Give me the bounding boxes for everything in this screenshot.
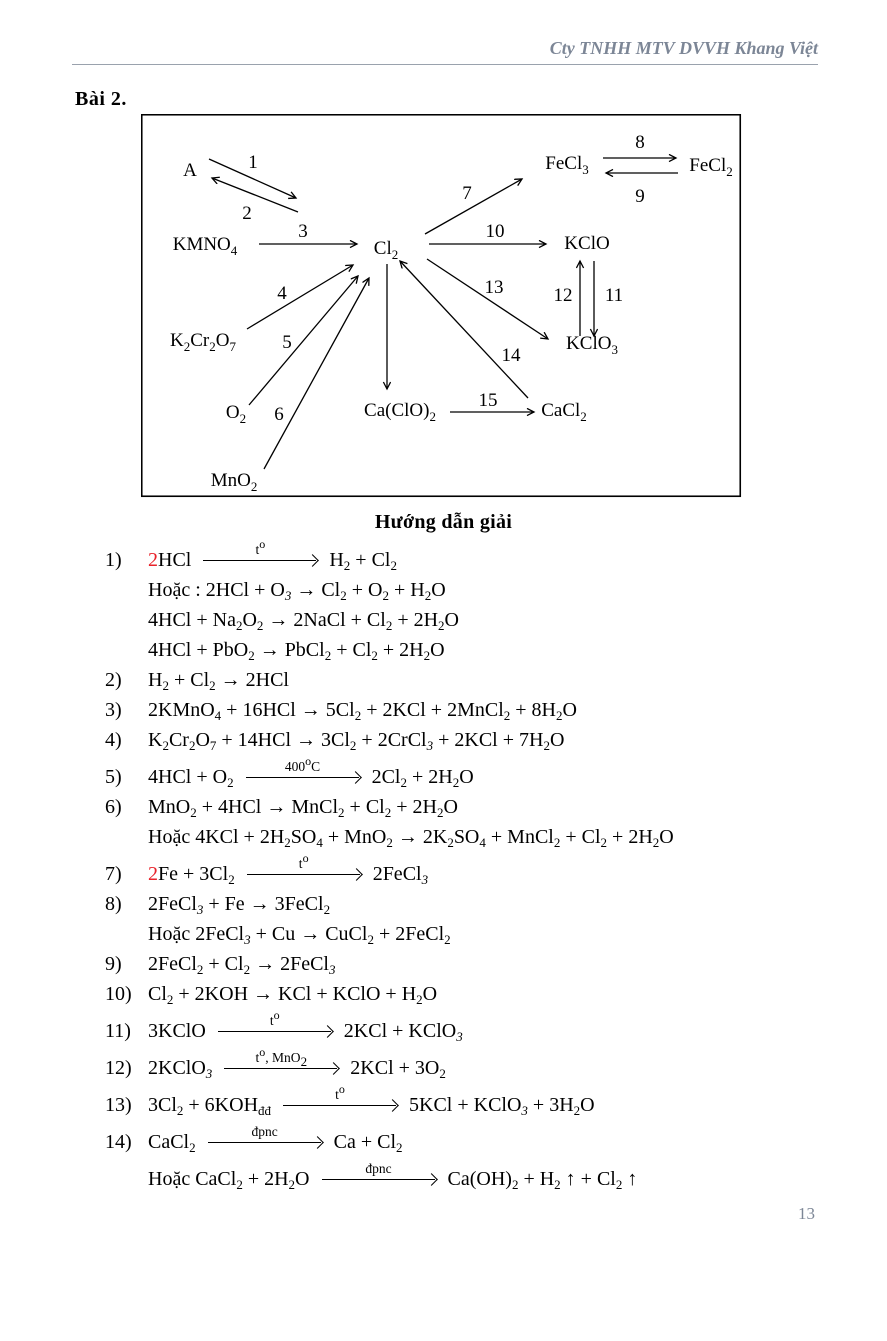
diagram-arrow-number-1: 1 [248,152,258,173]
solution-step [105,983,887,1005]
reaction-condition-arrow [283,1081,397,1111]
chemical-equation: MnO$_2$ + 4HCl → MnCl$_2$ + $Cl_2 + 2H_2O$ [148,796,458,820]
chemical-equation: $4HCl + O_2$ 400$^o$C $2Cl_2 + 2H_2O$ [148,753,474,790]
solution-step-number: 3) [105,699,122,721]
solution-step [105,850,887,887]
solution-step [105,536,887,573]
diagram-arrow-number-7: 7 [462,183,472,204]
solution-step-number: 14) [105,1131,132,1153]
chemical-equation: $H_2 + Cl_2 \to 2HCl$ [148,669,289,693]
reaction-condition-arrow [208,1123,322,1148]
diagram-arrow-14 [400,261,528,398]
solution-step [105,826,887,848]
reaction-condition-arrow [224,1044,338,1074]
highlighted-coefficient: 2 [148,549,158,571]
solution-step [105,923,887,945]
chemical-equation: 2KClO$_3$ $t^o$, MnO$_2$ $2KCl + 3O_2$ [148,1044,446,1081]
solution-step [105,1123,887,1155]
exercise-title: Bài 2. [75,88,127,110]
diagram-arrow-number-11: 11 [604,285,624,306]
diagram-arrow-13 [427,259,548,339]
arrow-shaft [208,1142,321,1143]
diagram-arrow-number-14: 14 [501,345,521,366]
diagram-node-KMNO4: $KMNO_4$ [172,234,238,258]
diagram-arrow-number-3: 3 [298,221,308,242]
arrow-shaft [203,560,316,561]
solution-heading: Hướng dẫn giải [374,511,513,533]
reaction-scheme-diagram [141,114,887,498]
chemical-equation: $K_2Cr_2O_7 + 14HCl \to 3Cl_2$ + 2CrCl$_3$ + $2KCl + 7H_2O$ [148,729,565,753]
diagram-node-KClO: KClO [564,233,610,254]
solution-step-number: 8) [105,893,122,915]
chemical-equation: Hoặc 2FeCl$_3$ + Cu → CuCl$_2$ + 2FeCl$_2$ [148,923,451,947]
diagram-arrow-number-5: 5 [282,332,292,353]
solution-step-number: 5) [105,766,122,788]
solution-step [105,1007,887,1044]
page-header-company: Cty TNHH MTV DVVH Khang Việt [549,38,818,58]
arrow-shaft [224,1068,337,1069]
solution-step [105,1160,887,1192]
diagram-arrow-number-15: 15 [478,390,498,411]
solution-step-number: 13) [105,1094,132,1116]
chemical-equation: $3Cl_2 + 6KOH_{đđ}$ $t^o$ 5KCl + KClO$_3$ + $3H_2O$ [148,1081,595,1118]
solution-step [105,1044,887,1081]
diagram-arrow-number-10: 10 [485,221,505,242]
solution-step-number: 12) [105,1057,132,1079]
diagram-arrow-6 [264,278,369,469]
diagram-arrow-7 [425,179,522,234]
chemical-equation: Hoặc $4KCl + 2H_2SO_4 + MnO_2 \to 2K_2SO_4$ + MnCl$_2$ + $Cl_2 + 2H_2O$ [148,826,674,850]
diagram-node-Cl2: $Cl_2$ [373,238,399,262]
arrow-shaft [322,1179,435,1180]
diagram-arrow-2 [212,178,298,212]
solution-step [105,953,887,975]
chemical-equation: 3KClO $t^o$ 2KCl + KClO$_3$ [148,1007,463,1044]
diagram-arrow-number-12: 12 [553,285,573,306]
solution-step-number: 6) [105,796,122,818]
chemical-equation: 4HCl + PbO$_2$ → PbCl$_2$ + $Cl_2 + 2H_2O$ [148,639,445,663]
reaction-condition-arrow [218,1007,332,1037]
solution-step [105,669,887,691]
reaction-condition-label: $t^o$ [335,1081,345,1102]
diagram-node-FeCl3: FeCl$_3$ [545,153,589,177]
diagram-node-MnO2: MnO$_2$ [210,470,258,494]
solution-step [105,639,887,661]
highlighted-coefficient: 2 [148,863,158,885]
diagram-arrow-number-13: 13 [484,277,504,298]
reaction-condition-label: đpnc [365,1160,392,1176]
solution-step-number: 2) [105,669,122,691]
solution-step-number: 1) [105,549,122,571]
chemical-equation: $Cl_2 + 2KOH$ → KCl + KClO + $H_2O$ [148,983,438,1007]
diagram-arrow-4 [247,265,353,329]
chemical-equation: 2HCl $t^o$ $H_2 + Cl_2$ [148,536,397,573]
chemical-equation: 2FeCl$_2$ + $Cl_2$ → 2FeCl$_3$ [148,953,336,977]
header-divider [72,64,818,65]
diagram-node-K2Cr2O7: $K_2Cr_2O_7$ [170,330,236,354]
solution-step [105,893,887,915]
solution-step [105,729,887,751]
diagram-arrow-number-2: 2 [242,203,252,224]
chemical-equation: Hoặc CaCl$_2$ + $2H_2O$ đpnc $Ca(OH)_2 + H_2$ ↑ + $Cl_2$ ↑ [148,1160,638,1192]
chemical-equation: Hoặc : $2HCl + O_3 \to Cl_2 + O_2 + H_2O$ [148,579,446,603]
solution-step [105,609,887,631]
solution-step-number: 4) [105,729,122,751]
reaction-condition-label: $t^o$ [269,1007,280,1028]
solution-step-number: 7) [105,863,122,885]
diagram-node-CaClO2: $Ca(ClO)_2$ [364,400,436,424]
solution-step [105,1081,887,1118]
chemical-equation: 2FeCl$_3$ + Fe → 3FeCl$_2$ [148,893,331,917]
reaction-condition-label: đpnc [251,1123,278,1139]
chemical-equation: $4HCl + Na_2O_2$ → 2NaCl + $Cl_2 + 2H_2O$ [148,609,459,633]
solution-step-number: 11) [105,1020,131,1042]
diagram-arrow-number-8: 8 [635,132,645,153]
arrow-shaft [246,777,359,778]
solution-step-number: 9) [105,953,122,975]
reaction-condition-label: 400$^o$C [284,753,321,774]
arrow-shaft [218,1031,331,1032]
diagram-node-CaCl2: CaCl$_2$ [541,400,587,424]
solution-step [105,753,887,790]
reaction-condition-arrow [203,536,317,566]
solution-list [105,536,887,1192]
diagram-node-KClO3: KClO$_3$ [566,333,618,357]
diagram-node-A: A [183,160,197,181]
page-number: 13 [798,1204,815,1223]
solution-step [105,579,887,601]
diagram-arrow-number-4: 4 [277,283,287,304]
reaction-condition-label: $t^o$ [255,536,266,557]
arrow-shaft [247,874,360,875]
diagram-node-FeCl2: FeCl$_2$ [689,155,733,179]
solution-step [105,796,887,818]
chemical-equation: 2KMnO$_4$ + $16HCl \to 5Cl_2 + 2KCl$ + 2MnCl$_2$ + $8H_2O$ [148,699,577,723]
chemical-equation: $2Fe + 3Cl_2$ $t^o$ 2FeCl$_3$ [148,850,429,887]
reaction-condition-arrow [247,850,361,880]
solution-step [105,699,887,721]
solution-step-number: 10) [105,983,132,1005]
arrow-shaft [283,1105,396,1106]
reaction-condition-arrow [322,1160,436,1185]
reaction-condition-label: $t^o$, MnO$_2$ [255,1044,308,1069]
reaction-condition-label: $t^o$ [298,850,309,871]
reaction-condition-arrow [246,753,360,783]
diagram-node-O2: $O_2$ [225,402,247,426]
diagram-arrow-number-9: 9 [635,186,645,207]
diagram-arrow-number-6: 6 [274,404,284,425]
chemical-equation: CaCl$_2$ đpnc $Ca + Cl_2$ [148,1123,403,1155]
